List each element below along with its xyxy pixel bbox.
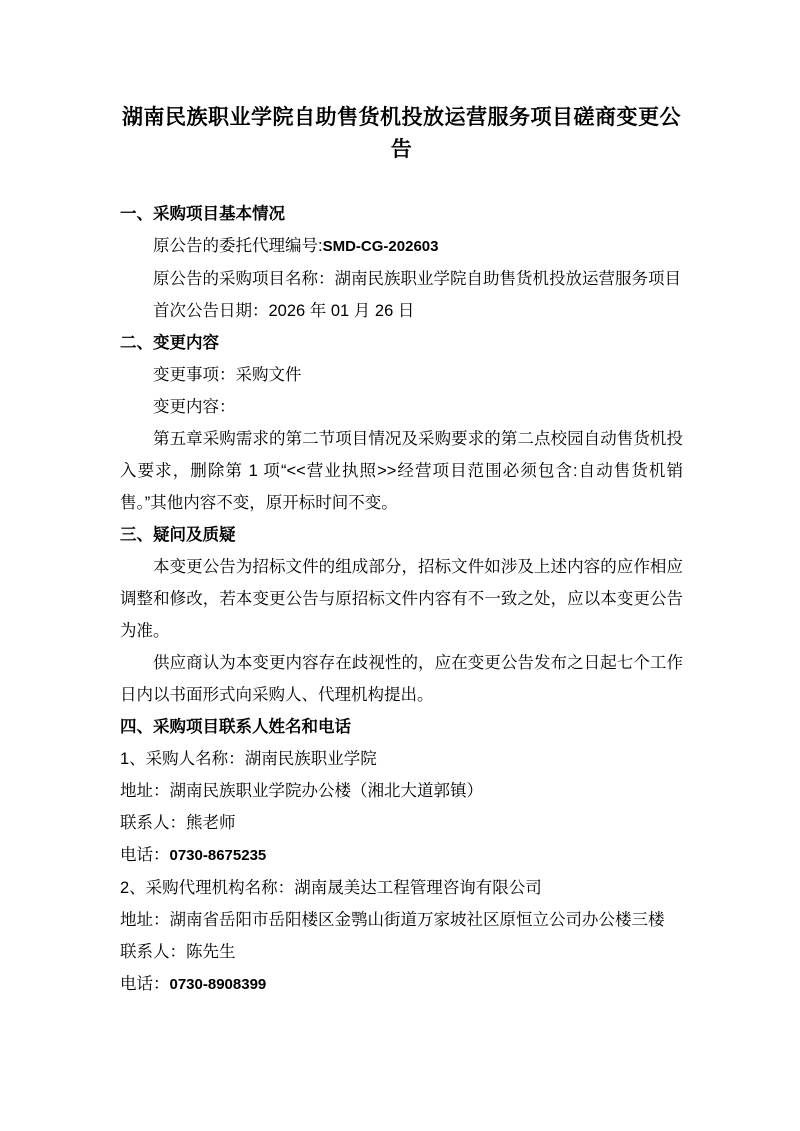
project-name-label: 原公告的采购项目名称： [153, 270, 335, 288]
agent-name-label: 2、采购代理机构名称： [120, 879, 295, 897]
section-basic-info-heading: 一、采购项目基本情况 [120, 205, 285, 223]
agent-phone-line [120, 968, 683, 1001]
section-questions-heading: 三、疑问及质疑 [120, 526, 236, 544]
document-title: 湖南民族职业学院自助售货机投放运营服务项目磋商变更公告 [122, 106, 681, 161]
purchaser-name-line [120, 743, 683, 775]
purchaser-phone-label: 电话： [120, 846, 170, 864]
agency-code-value: SMD-CG-202603 [322, 238, 439, 255]
change-content-label-line: 变更内容： [153, 398, 236, 416]
agency-code-line [120, 230, 683, 263]
agent-address-label: 地址： [120, 911, 170, 929]
agent-phone-label: 电话： [120, 975, 170, 993]
agent-address-line [120, 904, 683, 936]
agent-address-value: 湖南省岳阳市岳阳楼区金鹗山街道万家坡社区原恒立公司办公楼三楼 [169, 911, 665, 929]
change-content-paragraph: 第五章采购需求的第二节项目情况及采购要求的第二点校园自动售货机投入要求，删除第 1 项“<<营业执照>>经营项目范围必须包含:自动售货机销售。”其他内容不变，原开标时间不变。 [120, 430, 683, 512]
agent-contact-person-value: 陈先生 [186, 943, 236, 961]
purchaser-address-label: 地址： [120, 782, 170, 800]
change-item-value: 采购文件 [235, 366, 302, 384]
agent-name-line [120, 872, 683, 904]
agent-contact-person-label: 联系人： [120, 943, 186, 961]
questions-paragraph-1: 本变更公告为招标文件的组成部分，招标文件如涉及上述内容的应作相应调整和修改，若本变更公告与原招标文件内容有不一致之处，应以本变更公告为准。 [120, 558, 683, 640]
change-item-label: 变更事项： [153, 366, 236, 384]
agent-name-value: 湖南晟美达工程管理咨询有限公司 [294, 879, 542, 897]
purchaser-contact-person-label: 联系人： [120, 814, 186, 832]
agency-code-label: 原公告的委托代理编号: [153, 237, 323, 255]
change-item-line [120, 359, 683, 391]
agent-contact-person-line [120, 936, 683, 968]
section-contacts-heading: 四、采购项目联系人姓名和电话 [120, 718, 351, 736]
purchaser-address-value: 湖南民族职业学院办公楼（湘北大道郭镇） [169, 782, 483, 800]
first-announce-date-line [120, 295, 683, 327]
purchaser-name-value: 湖南民族职业学院 [244, 750, 377, 768]
purchaser-contact-person-value: 熊老师 [186, 814, 236, 832]
questions-paragraph-2: 供应商认为本变更内容存在歧视性的，应在变更公告发布之日起七个工作日内以书面形式向采购人、代理机构提出。 [120, 654, 683, 704]
purchaser-phone-value: 0730-8675235 [169, 847, 267, 864]
project-name-value: 湖南民族职业学院自助售货机投放运营服务项目 [334, 270, 681, 288]
section-changes-heading: 二、变更内容 [120, 334, 219, 352]
purchaser-address-line [120, 775, 683, 807]
agent-phone-value: 0730-8908399 [169, 976, 267, 993]
purchaser-phone-line [120, 839, 683, 872]
purchaser-name-label: 1、采购人名称： [120, 750, 245, 768]
purchaser-contact-person-line [120, 807, 683, 839]
first-announce-date-label: 首次公告日期： [153, 302, 269, 320]
project-name-line [120, 263, 683, 295]
document-body [120, 198, 683, 1001]
first-announce-date-value: 2026 年 01 月 26 日 [268, 302, 415, 320]
